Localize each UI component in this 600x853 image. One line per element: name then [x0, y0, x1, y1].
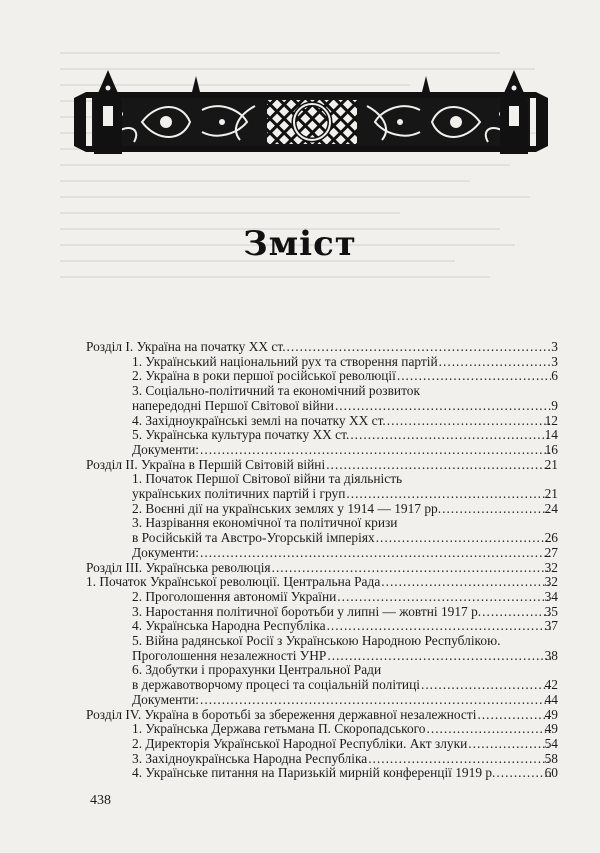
toc-entry-title: Проголошення незалежності УНР [132, 647, 327, 663]
toc-entry-title: 4. Українська Народна Республіка [132, 618, 326, 634]
dot-leader [368, 752, 551, 767]
table-of-contents [0, 340, 600, 781]
toc-entry [0, 619, 600, 634]
toc-entry [0, 590, 600, 605]
dot-leader [200, 693, 551, 708]
dot-leader [327, 649, 551, 664]
dot-leader [200, 546, 551, 561]
toc-entry-title: 3. Західноукраїнська Народна Республіка [132, 750, 368, 766]
toc-entry [0, 516, 600, 545]
toc-entry-title: 4. Українське питання на Паризькій мирній конференції 1919 р. [132, 765, 496, 781]
toc-entry-title: 1. Початок Української революції. Центральна Рада [86, 574, 381, 590]
toc-entry-title: 2. Проголошення автономії України [132, 588, 337, 604]
dot-leader [335, 399, 551, 414]
toc-entry [0, 752, 600, 767]
toc-entry [0, 384, 600, 413]
toc-entry-title: 2. Україна в роки першої російської революції [132, 368, 396, 384]
toc-page-number: 49 [544, 706, 558, 722]
toc-entry [0, 414, 600, 429]
toc-page-number: 37 [544, 618, 558, 634]
toc-page-number: 26 [544, 530, 558, 546]
toc-entry [0, 369, 600, 384]
toc-page-number: 34 [544, 588, 558, 604]
dot-leader [439, 355, 551, 370]
toc-entry [0, 428, 600, 443]
toc-page-number: 38 [544, 647, 558, 663]
toc-entry [0, 663, 600, 692]
toc-entry-title: 2. Воєнні дії на українських землях у 1914 — 1917 рр. [132, 500, 442, 516]
toc-entry [0, 472, 600, 501]
toc-entry [0, 634, 600, 663]
toc-entry-title: в Російській та Австро-Угорській імперіях [132, 530, 375, 546]
toc-page-number: 42 [544, 677, 558, 693]
toc-entry [0, 502, 600, 517]
dot-leader [337, 590, 551, 605]
toc-page-number: 27 [544, 544, 558, 560]
toc-entry-title: 4. Західноукраїнські землі на початку ХХ ст. [132, 412, 386, 428]
dot-leader [287, 340, 551, 355]
toc-page-number: 49 [544, 721, 558, 737]
toc-entry [0, 693, 600, 708]
toc-entry [0, 561, 600, 576]
toc-entry-title: Документи: [132, 691, 199, 707]
toc-page-number: 3 [551, 353, 558, 369]
toc-entry [0, 443, 600, 458]
toc-entry-title: 6. Здобутки і прорахунки Центральної Ради [132, 662, 382, 678]
page-number: 438 [90, 793, 111, 808]
toc-page-number: 58 [544, 750, 558, 766]
dot-leader [326, 458, 551, 473]
ornamental-header-banner [72, 62, 550, 160]
toc-page-number: 44 [544, 691, 558, 707]
toc-entry-title: 3. Назрівання економічної та політичної кризи [132, 515, 398, 531]
toc-entry [0, 737, 600, 752]
page-title: Зміст [243, 224, 357, 264]
toc-entry-title: 3. Наростання політичної боротьби у липні — жовтні 1917 р. [132, 603, 482, 619]
toc-page-number: 14 [544, 427, 558, 443]
dot-leader [350, 428, 551, 443]
toc-entry-title: Розділ ІІІ. Українська революція [86, 559, 271, 575]
toc-entry-title: в державотворчому процесі та соціальній політиці [132, 677, 420, 693]
toc-page-number: 6 [551, 368, 558, 384]
toc-page-number: 21 [544, 456, 558, 472]
toc-entry-title: 5. Українська культура початку ХХ ст. [132, 427, 350, 443]
toc-entry-title: 1. Початок Першої Світової війни та діяльність [132, 471, 403, 487]
toc-entry-title: Розділ IV. Україна в боротьбі за збереження державної незалежності [86, 706, 477, 722]
toc-entry-title: 3. Соціально-політичний та економічний розвиток [132, 383, 420, 399]
dot-leader [376, 531, 551, 546]
toc-page-number: 21 [544, 486, 558, 502]
toc-page-number: 16 [544, 441, 558, 457]
dot-leader [387, 414, 551, 429]
toc-entry [0, 575, 600, 590]
toc-page-number: 3 [551, 339, 558, 354]
toc-entry [0, 722, 600, 737]
toc-entry-title: Розділ І. Україна на початку ХХ ст. [86, 339, 286, 354]
toc-entry-title: 2. Директорія Української Народної Республіки. Акт злуки [132, 735, 468, 751]
toc-page-number: 35 [544, 603, 558, 619]
toc-entry-title: Документи: [132, 544, 199, 560]
toc-entry-title: Розділ ІІ. Україна в Першій Світовій війні [86, 456, 326, 472]
dot-leader [482, 605, 551, 620]
toc-entry-title: 1. Українська Держава гетьмана П. Скоропадського [132, 721, 426, 737]
toc-entry [0, 355, 600, 370]
dot-leader [442, 502, 551, 517]
toc-entry-title: напередодні Першої Світової війни [132, 397, 334, 413]
toc-entry-title: українських політичних партій і груп [132, 486, 346, 502]
toc-page-number: 60 [544, 765, 558, 781]
toc-entry [0, 458, 600, 473]
toc-entry [0, 708, 600, 723]
dot-leader [381, 575, 551, 590]
toc-page-number: 32 [544, 574, 558, 590]
dot-leader [200, 443, 551, 458]
dot-leader [397, 369, 551, 384]
toc-entry-title: Документи: [132, 441, 199, 457]
toc-entry [0, 340, 600, 355]
toc-entry-title: 1. Український національний рух та створення партій [132, 353, 438, 369]
dot-leader [346, 487, 551, 502]
toc-page-number: 54 [544, 735, 558, 751]
dot-leader [327, 619, 551, 634]
toc-entry [0, 766, 600, 781]
toc-page-number: 32 [544, 559, 558, 575]
dot-leader [272, 561, 551, 576]
dot-leader [421, 678, 551, 693]
toc-entry [0, 546, 600, 561]
dot-leader [427, 722, 552, 737]
dot-leader [468, 737, 551, 752]
toc-entry [0, 605, 600, 620]
toc-entry-title: 5. Війна радянської Росії з Українською Народною Республікою. [132, 633, 501, 649]
dot-leader [477, 708, 551, 723]
dot-leader [496, 766, 551, 781]
toc-page-number: 12 [544, 412, 558, 428]
toc-page-number: 9 [551, 397, 558, 413]
toc-page-number: 24 [544, 500, 558, 516]
